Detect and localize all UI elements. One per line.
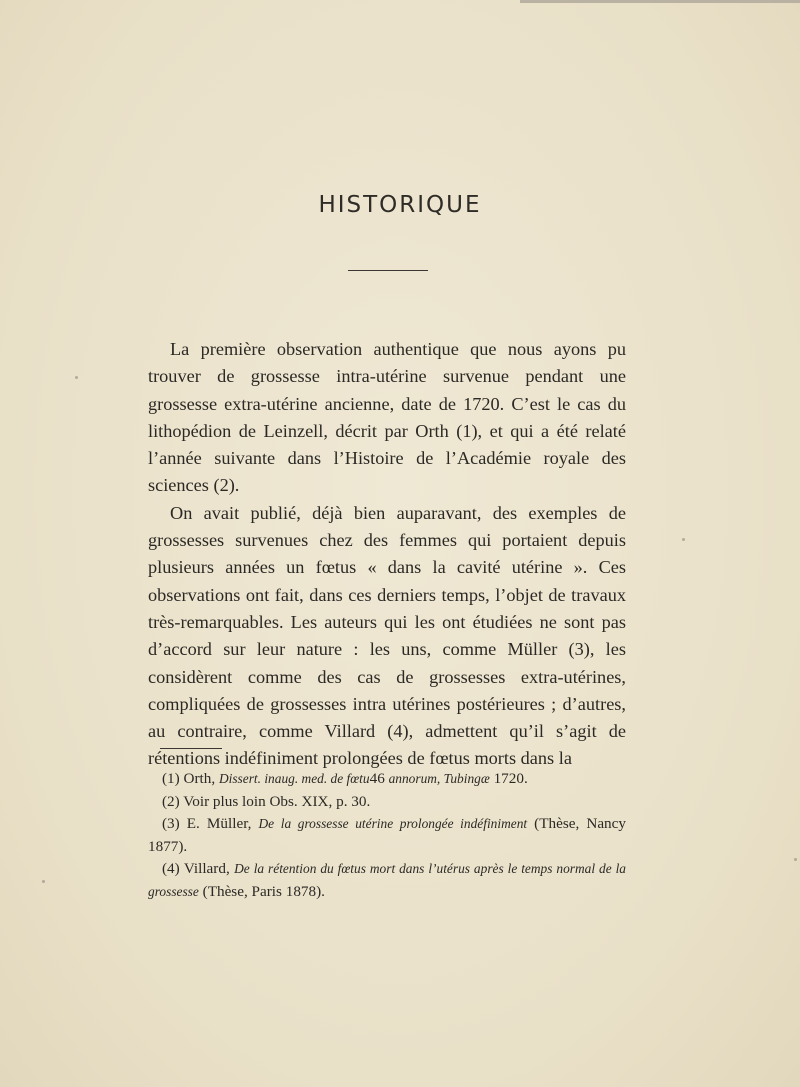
paragraph-1: La première observation authentique que nous ayons pu trouver de grossesse intra-utérine survenue pendant une grossesse extra-utérine ancienne, date de 1720. C’est le cas du lithopédion de Leinzell, décrit par Orth (1), et qui a été relaté l’année suivante dans l’Histoire de l’Académie royale des sciences (2). <box>148 339 626 496</box>
paper-speck <box>75 376 78 379</box>
footnote-3 <box>148 813 626 858</box>
footnote-number-value: 46 <box>369 770 385 787</box>
footnote-title: Dissert. inaug. med. de fœtu <box>218 771 370 786</box>
footnote-title: De la rétention du fœtus mort dans l’utérus après le temps normal de la grossesse <box>148 861 627 899</box>
footnote-number: (4) <box>162 860 180 877</box>
footnote-rest: 1720. <box>493 770 528 787</box>
footnote-title: De la grossesse utérine prolongée indéfiniment <box>258 816 528 831</box>
footnote-author: Orth, <box>183 770 216 787</box>
footnote-1 <box>148 768 626 791</box>
footnote-number: (3) <box>162 815 180 832</box>
footnote-2 <box>148 791 626 814</box>
footnote-4 <box>148 858 626 903</box>
paper-speck <box>42 880 45 883</box>
footnote-rest: (Thèse, Nancy 1877). <box>148 815 626 855</box>
footnote-author: Villard, <box>183 860 230 877</box>
paper-speck <box>794 858 797 861</box>
footnote-title-cont: annorum, Tubingæ <box>388 771 490 786</box>
paper-speck <box>682 538 685 541</box>
footnotes <box>148 768 626 903</box>
footnote-divider <box>160 748 222 749</box>
footnote-rest: (Thèse, Paris 1878). <box>202 882 325 900</box>
footnote-number: (2) <box>162 792 180 810</box>
paragraph-2: On avait publié, déjà bien auparavant, des exemples de grossesses survenues chez des femmes qui portaient depuis plusieurs années un fœtus « dans la cavité utérine ». Ces observations ont fait, dans ces derniers temps, l’objet de travaux très-remarquables. Les auteurs qui les ont étudiées ne sont pas d’accord sur leur nature : les uns, comme Müller (3), les considèrent comme des cas de grossesses extra-utérines, compliquées de grossesses intra utérines postérieures ; d’autres, au contraire, comme Villard (4), admettent qu’il s’agit de rétentions indéfiniment prolongées de fœtus morts dans la <box>148 502 626 769</box>
footnote-text: Voir plus loin Obs. XIX, p. 30. <box>183 792 371 810</box>
footnote-author: E. Müller, <box>186 815 252 832</box>
footnote-number: (1) <box>162 770 180 787</box>
main-text <box>148 336 626 773</box>
page-title: HISTORIQUE <box>318 192 482 218</box>
title-divider <box>348 270 428 271</box>
page-edge-shadow <box>520 0 800 3</box>
